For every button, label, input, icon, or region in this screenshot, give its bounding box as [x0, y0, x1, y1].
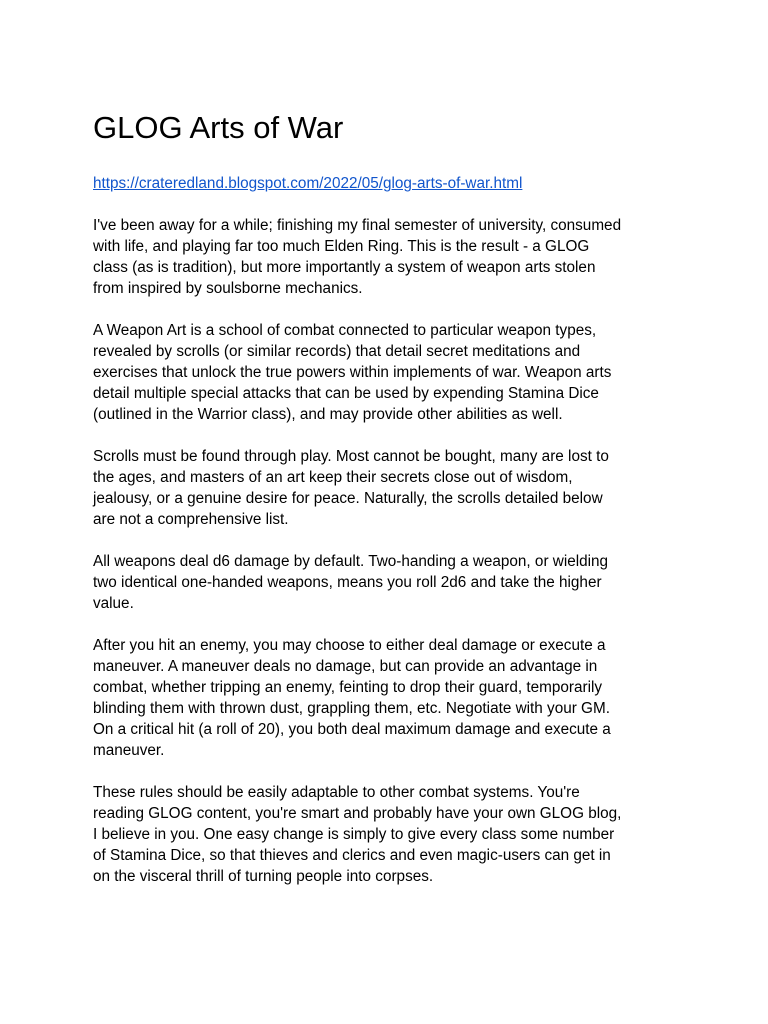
paragraph-scrolls: [93, 446, 683, 530]
paragraph-damage: [93, 551, 683, 614]
text-line: are not a comprehensive list.: [93, 511, 289, 528]
text-line: reading GLOG content, you're smart and probably have your own GLOG blog,: [93, 805, 622, 822]
text-line: revealed by scrolls (or similar records) that detail secret meditations and: [93, 343, 581, 360]
text-line: (outlined in the Warrior class), and may provide other abilities as well.: [93, 406, 563, 423]
text-line: maneuver.: [93, 742, 165, 759]
text-line: on the visceral thrill of turning people into corpses.: [93, 868, 434, 885]
text-line: two identical one-handed weapons, means you roll 2d6 and take the higher: [93, 574, 602, 591]
text-line: Scrolls must be found through play. Most cannot be bought, many are lost to: [93, 448, 609, 465]
text-line: combat, whether tripping an enemy, feinting to drop their guard, temporarily: [93, 679, 603, 696]
document-page: [93, 108, 683, 908]
paragraph-intro: [93, 215, 683, 299]
document-title: GLOG Arts of War: [93, 110, 344, 145]
paragraph-adaptable: [93, 782, 683, 887]
text-line: class (as is tradition), but more importantly a system of weapon arts stolen: [93, 259, 596, 276]
text-line: I believe in you. One easy change is simply to give every class some number: [93, 826, 615, 843]
text-line: from inspired by soulsborne mechanics.: [93, 280, 363, 297]
text-line: I've been away for a while; finishing my final semester of university, consumed: [93, 217, 622, 234]
text-line: of Stamina Dice, so that thieves and clerics and even magic-users can get in: [93, 847, 611, 864]
text-line: maneuver. A maneuver deals no damage, but can provide an advantage in: [93, 658, 598, 675]
text-line: blinding them with thrown dust, grappling them, etc. Negotiate with your GM.: [93, 700, 610, 717]
text-line: value.: [93, 595, 134, 612]
text-line: All weapons deal d6 damage by default. Two-handing a weapon, or wielding: [93, 553, 609, 570]
text-line: After you hit an enemy, you may choose to either deal damage or execute a: [93, 637, 606, 654]
text-line: detail multiple special attacks that can be used by expending Stamina Dice: [93, 385, 599, 402]
text-line: the ages, and masters of an art keep their secrets close out of wisdom,: [93, 469, 573, 486]
text-line: exercises that unlock the true powers within implements of war. Weapon arts: [93, 364, 612, 381]
text-line: On a critical hit (a roll of 20), you both deal maximum damage and execute a: [93, 721, 611, 738]
paragraph-weapon-art: [93, 320, 683, 425]
source-link[interactable]: https://crateredland.blogspot.com/2022/05/glog-arts-of-war.html: [93, 175, 523, 192]
text-line: A Weapon Art is a school of combat connected to particular weapon types,: [93, 322, 597, 339]
text-line: These rules should be easily adaptable to other combat systems. You're: [93, 784, 580, 801]
paragraph-maneuver: [93, 635, 683, 761]
text-line: with life, and playing far too much Elden Ring. This is the result - a GLOG: [93, 238, 590, 255]
text-line: jealousy, or a genuine desire for peace. Naturally, the scrolls detailed below: [93, 490, 603, 507]
